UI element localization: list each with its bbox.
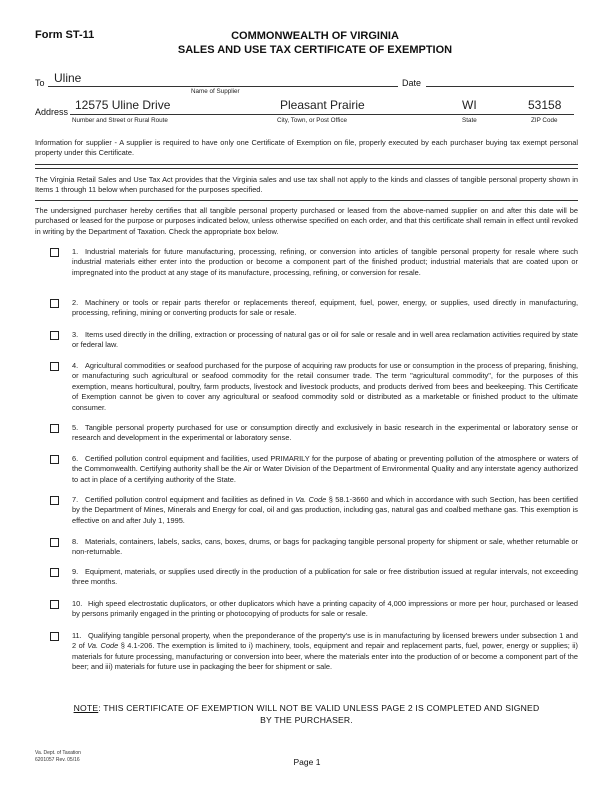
page-number: Page 1 bbox=[293, 757, 321, 767]
exemption-item-9 bbox=[72, 567, 578, 588]
note-label: NOTE bbox=[73, 703, 99, 713]
checkbox-item-5[interactable] bbox=[50, 424, 59, 433]
checkbox-item-6[interactable] bbox=[50, 455, 59, 464]
item-text-a: Certified pollution control equipment and facilities as defined in bbox=[85, 495, 296, 504]
checkbox-item-1[interactable] bbox=[50, 248, 59, 257]
item-number: 11. bbox=[72, 631, 82, 640]
supplier-info-paragraph: Information for supplier - A supplier is required to have only one Certificate of Exemption on file, properly executed by each purchaser buying tax exempt personal property under this Certificate. bbox=[35, 138, 578, 158]
item-text: Equipment, materials, or supplies used directly in the production of a publication for sale or free distribution issued at regular intervals, not exceeding three months. bbox=[72, 567, 578, 587]
item-text-b: § 4.1-206. The exemption is limited to i) machinery, tools, equipment and repair and replacement parts, fuel, power, energy or supplies; ii) materials for future processing, manufacturing or conversion into beer, where the materials enter into the production of or become a component part of the beer; and iii) materials for future use in packaging the beer for shipment or sale. bbox=[72, 641, 578, 672]
item-text-b: § 58.1-3660 and which in accordance with such Section, has been certified by the Department of Mines, Minerals and Energy for coal, oil and gas production, including gas, natural gas and coalbed methane gas. This exemption is effective on and after July 1, 1995. bbox=[72, 495, 578, 525]
divider-2 bbox=[35, 168, 578, 169]
item-text: Industrial materials for future manufacturing, processing, refining, or conversion into articles of tangible personal property for resale where such industrial materials either enter into the production or become a component part of the finished product; industrial materials that are coated upon or impregnated into the product at any stage of its manufacture, processing, refining, or conversion for resale. bbox=[72, 247, 578, 277]
item-text: Tangible personal property purchased for use or consumption directly and exclusively in basic research in the experimental or laboratory sense or research and development in the experimental or laboratory sense. bbox=[72, 423, 578, 443]
state-field[interactable]: WI bbox=[462, 98, 477, 112]
item-text: Agricultural commodities or seafood purchased for the purpose of acquiring raw products for use or consumption in the process of preparing, finishing, or manufacturing such agricultural or seafood commodity for the retail consumer trade. The term "agricultural commodity", for the purposes of this exemption, means horticultural, poultry, farm products, livestock and livestock products, and products derived from bees and beekeeping. This Certificate of Exemption cannot be given to cover any agricultural or seafood commodity sold or distributed as a marketable or finished product to the ultimate consumer. bbox=[72, 361, 578, 412]
item-number: 8. bbox=[72, 537, 79, 546]
exemption-item-5 bbox=[72, 423, 578, 444]
street-caption: Number and Street or Rural Route bbox=[72, 117, 168, 124]
to-label: To bbox=[35, 78, 45, 88]
item-text: High speed electrostatic duplicators, or other duplicators which have a printing capacity of 4,000 impressions or more per hour, purchased or leased by persons primarily engaged in the printing or photocopying of products for sale or resale. bbox=[72, 599, 578, 619]
item-number: 1. bbox=[72, 247, 79, 256]
item-text: Materials, containers, labels, sacks, cans, boxes, drums, or bags for packaging tangible personal property for shipment or sale, whether returnable or non-returnable. bbox=[72, 537, 578, 557]
item-number: 2. bbox=[72, 298, 79, 307]
checkbox-item-4[interactable] bbox=[50, 362, 59, 371]
city-caption: City, Town, or Post Office bbox=[277, 117, 347, 124]
code-reference: Va. Code bbox=[295, 495, 327, 504]
exemption-item-1 bbox=[72, 247, 578, 278]
tax-act-paragraph: The Virginia Retail Sales and Use Tax Act provides that the Virginia sales and use tax shall not apply to the kinds and classes of tangible personal property shown in Items 1 through 11 below when purchased for the purposes specified. bbox=[35, 175, 578, 195]
exemption-item-8 bbox=[72, 537, 578, 558]
form-id: Form ST-11 bbox=[35, 29, 95, 41]
checkbox-item-7[interactable] bbox=[50, 496, 59, 505]
note-text-line1: : THIS CERTIFICATE OF EXEMPTION WILL NOT BE VALID UNLESS PAGE 2 IS COMPLETED AND SIGNED bbox=[98, 703, 540, 713]
date-label: Date bbox=[402, 78, 422, 88]
item-text: Items used directly in the drilling, extraction or processing of natural gas or oil for sale or resale and in well area reclamation activities required by state or federal law. bbox=[72, 330, 578, 350]
item-text: Certified pollution control equipment and facilities, used PRIMARILY for the purpose of abating or preventing pollution of the atmosphere or waters of the Commonwealth. Certifying authority shall be the Air or Water Division of the Department of Environmental Quality and any interstate agency authorized to act in place of a certifying authority of the State. bbox=[72, 454, 578, 484]
checkbox-item-11[interactable] bbox=[50, 632, 59, 641]
item-number: 10. bbox=[72, 599, 83, 608]
address-label: Address bbox=[35, 107, 69, 117]
form-title-line1: COMMONWEALTH OF VIRGINIA bbox=[231, 30, 399, 42]
exemption-item-11 bbox=[72, 631, 578, 673]
checkbox-item-10[interactable] bbox=[50, 600, 59, 609]
item-number: 7. bbox=[72, 495, 79, 504]
note-text-line2: BY THE PURCHASER. bbox=[260, 715, 353, 725]
checkbox-item-9[interactable] bbox=[50, 568, 59, 577]
state-caption: State bbox=[462, 117, 477, 124]
divider-1 bbox=[35, 164, 578, 165]
city-field[interactable]: Pleasant Prairie bbox=[280, 98, 365, 112]
item-text: Machinery or tools or repair parts therefor or replacements thereof, equipment, fuel, power, energy, or supplies, used directly in manufacturing, processing, refining, mining or converting products for sale or resale. bbox=[72, 298, 578, 318]
divider-3 bbox=[35, 200, 578, 201]
supplier-name-field[interactable]: Uline bbox=[54, 71, 82, 85]
exemption-item-3 bbox=[72, 330, 578, 351]
footer-agency: Va. Dept. of Taxation bbox=[35, 750, 81, 756]
checkbox-item-2[interactable] bbox=[50, 299, 59, 308]
exemption-item-2 bbox=[72, 298, 578, 319]
supplier-name-underline bbox=[48, 86, 398, 87]
footer-form-info bbox=[35, 750, 81, 763]
code-reference: Va. Code bbox=[87, 641, 119, 651]
item-number: 3. bbox=[72, 330, 79, 339]
item-number: 6. bbox=[72, 454, 79, 463]
item-number: 4. bbox=[72, 361, 79, 370]
item-number: 5. bbox=[72, 423, 79, 432]
zip-caption: ZIP Code bbox=[531, 117, 558, 124]
footer-form-code: 6201057 Rev. 05/16 bbox=[35, 756, 80, 763]
certification-paragraph: The undersigned purchaser hereby certifies that all tangible personal property purchased or leased from the above-named supplier on and after this date will be purchased or leased for the purpose or purposes indicated below, unless otherwise specified on each order, and that this certificate shall remain in effect until revoked in writing by the Department of Taxation. Check the appropriate box below. bbox=[35, 206, 578, 236]
form-title-line2: SALES AND USE TAX CERTIFICATE OF EXEMPTION bbox=[177, 44, 453, 56]
item-number: 9. bbox=[72, 567, 79, 576]
checkbox-item-8[interactable] bbox=[50, 538, 59, 547]
exemption-item-7 bbox=[72, 495, 578, 526]
validity-note bbox=[35, 702, 578, 726]
date-underline bbox=[426, 86, 574, 87]
exemption-item-4 bbox=[72, 361, 578, 413]
item-text-a: Qualifying tangible personal property, when the preponderance of the property's use is in manufacturing by licensed brewers under subsection 1 and 2 of bbox=[72, 631, 578, 651]
street-field[interactable]: 12575 Uline Drive bbox=[75, 98, 171, 112]
address-underline bbox=[70, 114, 574, 115]
supplier-name-caption: Name of Supplier bbox=[191, 88, 240, 95]
exemption-item-6 bbox=[72, 454, 578, 485]
checkbox-item-3[interactable] bbox=[50, 331, 59, 340]
exemption-item-10 bbox=[72, 599, 578, 620]
zip-field[interactable]: 53158 bbox=[528, 98, 562, 112]
